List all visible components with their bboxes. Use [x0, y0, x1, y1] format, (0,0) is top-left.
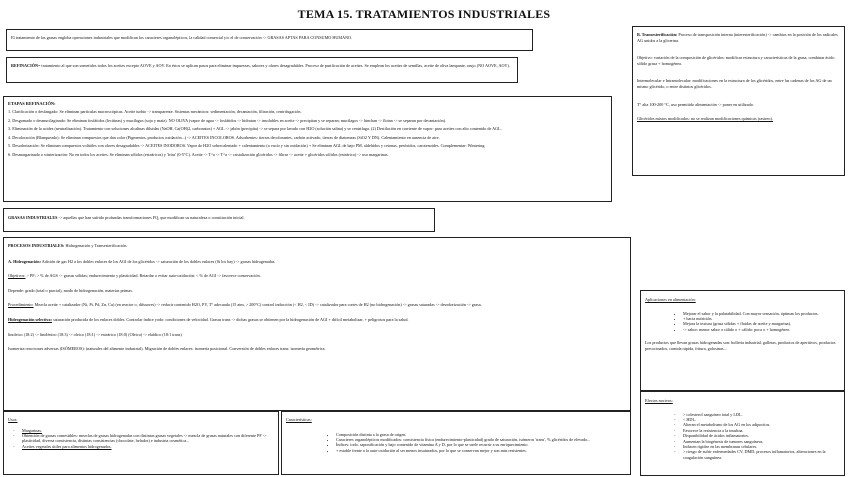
hidrogenacion-selectiva-text: [8, 317, 626, 323]
aplicacion-item: • -> sabor: menor sabor a cálido o + cálido: poca o + homogéneo.: [683, 327, 840, 332]
procesos-heading: [8, 243, 626, 249]
transesterificacion-temp: T° alta 100-200 °C, uso permitido alimentación -> poner en utilizado.: [637, 101, 754, 107]
objetivos-label: Objetivos:: [8, 273, 26, 279]
transesterificacion-label: B. Transesterificación:: [637, 32, 678, 37]
caracteristicas-box: [281, 411, 631, 475]
efecto-item: - Disponibilidad de ácidos inflamatorios.: [683, 433, 840, 438]
grasas-industriales-label: GRASAS INDUSTRIALES: [8, 215, 58, 220]
etapa-item: 1. Clarificación o desfangado: Se eliminan partículas macroscópicas. Aceite turbio -> transparente. Sistemas mecánicos: sedimentación, decantación, filtración, centrifugación.: [8, 109, 302, 114]
etapa-item: 3. Eliminación de la acidez (neutralización). Tratamiento con soluciones alcalinas diluidas (NaOH, Ca(OH)2, carbonatos) + AGL -> jabón (precipita) -> se separa por lavado con H2O (solución salina) y se centrifuga. (2) Destilación en corriente de vapor: para aceites con alto contenido de AGL.: [8, 126, 502, 132]
depende-text: Depende: grado (total o parcial), modo de hidrogenación, materias primas.: [8, 287, 133, 293]
objetivos-body: > PF; > % de AGS -> grasas sólidas; endurecimiento y plasticidad. Retardar o evitar auto-oxidación: < % de AGI -> favorece conservación.: [25, 273, 261, 279]
etapa-item: 2. Desgomado o desmucilaginado: Se eliminan fosfátidos (lecitinas) y mucílagos (soja y maíz). NO OLIVA (vapor de agua -> fosfátidos -> hidratan -> insolubles en aceite -> precipitan y se separan; mucílagos -> hinchan -> flotan -> se separan por decantación).: [8, 117, 446, 123]
refinacion-box: [6, 57, 518, 83]
page-title: TEMA 15. TRATAMIENTOS INDUSTRIALES: [297, 7, 551, 21]
etapa-item: 4. Decoloración (Blanqueado): Se eliminan compuestos que dan color (Pigmentos, productos oxidación...) -> ACEITES INCOLOROS. Adsorbentes: tierras decolorantes, carbón activado, tierras de diatomeas (SiO2 Y DN). Calentamiento en ausencia de aire.: [8, 134, 440, 140]
efecto-item: - Inducen rigidez en las membranas celulares.: [683, 444, 840, 449]
usos-box: [3, 411, 279, 475]
efecto-item: - < HDL.: [683, 417, 840, 422]
grasas-industriales-text: [8, 215, 430, 221]
hidrogenacion-label: A. Hidrogenación:: [8, 258, 41, 264]
refinacion-body: = tratamiento al que son sometidos todos los aceites excepto AOVE y AOV. En éstos se aplican pasos para eliminar impurezas, sabores y olores desagradables. Proceso de purificación de aceites. Se emplean los aceites de semillas, aceite de oliva lampante, orujo (NO AOVE, AOV).: [38, 63, 510, 68]
efecto-item: - > riesgo de sufrir enfermedades CV, DMD, procesos inflamatorios, alteraciones en la coagulación sanguínea.: [683, 449, 840, 460]
procedimiento-text: [8, 302, 626, 308]
caracteristica-item: • Caracteres organolépticos modificados: consistencia física (endurecimiento-plasticidad) grado de saturación, isómeros 'trans', % glicéridos de elevado...: [336, 437, 626, 442]
aplicaciones-list: [645, 311, 840, 333]
transesterificacion-box: [632, 26, 845, 176]
hidrogenacion-text: [8, 259, 626, 265]
isomeros-text: Isomeriza reacciones adversas (ISÓMEROS): (naturales del alimento industrial). Migración de dobles enlaces: isomería posicional. Conversión de dobles enlaces trans: isomería geométrica.: [8, 346, 326, 352]
aplicaciones-note: Los productos que llevan grasas hidrogenadas son: bollería industrial, galletas, productos de aperitivos, productos precocinados, comida rápida, fritura, golosinas...: [645, 340, 836, 351]
transesterificacion-objetivo: Objetivo: variación de la composición de glicéridos: modificar estructura y características de la grasa, combinar ácido sólido grasa + homogénea.: [637, 55, 835, 66]
caracteristica-item: • + estable frente a la auto-oxidación al ser menos insaturados, por lo que se conservan mejor y son más resistentes.: [336, 448, 626, 453]
procedimiento-label: Procedimiento:: [8, 302, 34, 308]
grasas-industriales-box: [3, 208, 435, 232]
transesterificacion-glic: Glicéridos mixtos modificados: no se realizan modificaciones químicas (rastreo).: [637, 116, 773, 122]
efecto-item: - Favorece la resistencia a la insulina.: [683, 428, 840, 433]
etapas-box: [3, 96, 612, 202]
caracteristicas-heading: Características:: [286, 417, 312, 422]
efectos-box: [640, 391, 845, 476]
refinacion-text: [11, 63, 513, 69]
etapa-item: 5. Desodorización: Se eliminan compuestos volátiles con olores desagradables -> ACEITES INODOROS. Vapor de H2O sobrecalentado + calentamiento (a vacío y sin oxidación) + Se eliminan AGL de bajo PM, aldehídos y cetonas, peróxidos, carotenoides. Complementar: Wintering.: [8, 143, 486, 149]
usos-heading: Usos:: [8, 417, 18, 422]
usos-item: [22, 444, 274, 449]
intro-box: [6, 29, 533, 51]
efecto-item: - > colesterol sanguíneo total y LDL.: [683, 412, 840, 417]
usos-list: [8, 428, 274, 450]
usos-item: [22, 433, 274, 444]
refinacion-label: REFINACIÓN: [11, 63, 38, 68]
procesos-box: [3, 237, 631, 411]
usos-item-text: Obtención de grasas comestibles: mezclas de grasas hidrogenadas con distintas grasas vegetales -> mezcla de grasas naturales con diferente PF -> plasticidad, diversa consistencia, distintas consistencias (chocolate, helados) e industria cosmética...: [22, 433, 267, 444]
aplicacion-item: • Mejora la textura (grasa sólidas + fluidas de aceite y margarina).: [683, 321, 840, 326]
aplicacion-item: • Mejorar el sabor y la palatabilidad. Con mayor sensación, óptimas los productos.: [683, 311, 840, 316]
efectos-heading: Efectos nocivos:: [645, 398, 673, 403]
caracteristica-item: • Índices: iodo, saponificación y bajo contenido de vitamina A y D, por lo que se suele recurrir a su enriquecimiento.: [336, 442, 626, 447]
intro-text: El tratamiento de las grasas engloba operaciones industriales que modifican los caracteres organolépticos, la calidad comercial y/o el de conservación -> GRASAS APTAS PARA CONSUMO HUMANO.: [11, 35, 353, 40]
etapa-item: 6. Desmargarinado o winterización: No en todos los aceites. Se eliminan sólidos (esteáricos) y 'frías' (0-5°C). Aceite -> T^a -> T^a -> cristalización glicéridos -> filtrar -> aceite + glicéridos sólidos (esteárico) -> uso margarinas.: [8, 151, 389, 157]
usos-item-text: Margarinas.: [22, 427, 43, 433]
hidrogenacion-body: Adición de gas H2 a los dobles enlaces de los AGI de los glicéridos -> saturación de los dobles enlaces (Si los hay) -> grasas hidrogenadas.: [40, 258, 276, 264]
caracteristicas-list: [286, 432, 626, 454]
procesos-intro: Hidrogenación y Transesterificación.: [64, 243, 128, 248]
transesterificacion-body: Proceso de transposición interna (interesterificación) -> cambios en la posición de los radicales AG unidos a la glicerina.: [637, 32, 838, 43]
efectos-list: [645, 412, 840, 461]
procedimiento-body: Mezcla aceite + catalizador (Ni, Pt, Pd, Zn, Cu) (en reactor o, difusores) -> reducir contenido H2O, PV, T° adecuada (15 atm, > 200°C) control inducción (< H2, < ID) -> catalizador para cortes de H2 (no hidrogenación) -> grasas saturadas -> desodorización -> grasa.: [33, 302, 482, 308]
aplicaciones-heading: Aplicaciones en alimentación:: [645, 297, 696, 302]
grasas-industriales-body: -> aquellas que han sufrido profundas transformaciones FQ, que modifican su naturaleza o constitución inicial.: [57, 215, 245, 220]
transesterificacion-text: [637, 32, 840, 43]
etapas-list: [8, 109, 607, 158]
objetivos-text: [8, 273, 626, 279]
hidrogenacion-selectiva-body: saturación producida de los enlaces dobles. Controlar índice yodo: condiciones de velocidad. Grasas trans -> dichas grasas se obtienen por la hidrogenación de AGI + difícil metabolizar, + peligrosos para la salud.: [52, 316, 409, 322]
efecto-item: - Aumentan la biogénesis de tumores sanguíneos.: [683, 439, 840, 444]
transesterificacion-inter: Intermolecular e Intramolecular: modificaciones en la estructura de los glicéridos, entre las cadenas de los AG de un mismo glicérido, o entre distintos glicéridos.: [637, 78, 832, 89]
efecto-item: - Alteran el metabolismo de los AG en los adipocitos.: [683, 422, 840, 427]
linoleico-text: linoleico (18:2) -> linolénico (18:3) -> oleico (18:1) -> esteárico (18:0) (Oleico) -> elaídico (18:1 trans): [8, 331, 182, 337]
caracteristica-item: • Composición distinta a la grasa de origen.: [336, 432, 626, 437]
hidrogenacion-selectiva-label: Hidrogenación selectiva:: [8, 316, 53, 322]
aplicacion-item: • + hacia nutrición.: [683, 316, 840, 321]
usos-item-text: Aceites vegetales útiles para alimentos hidrogenados.: [22, 443, 112, 449]
procesos-label: PROCESOS INDUSTRIALES:: [8, 243, 65, 248]
etapas-heading: ETAPAS REFINACIÓN:: [8, 101, 56, 106]
aplicaciones-box: [640, 290, 845, 391]
